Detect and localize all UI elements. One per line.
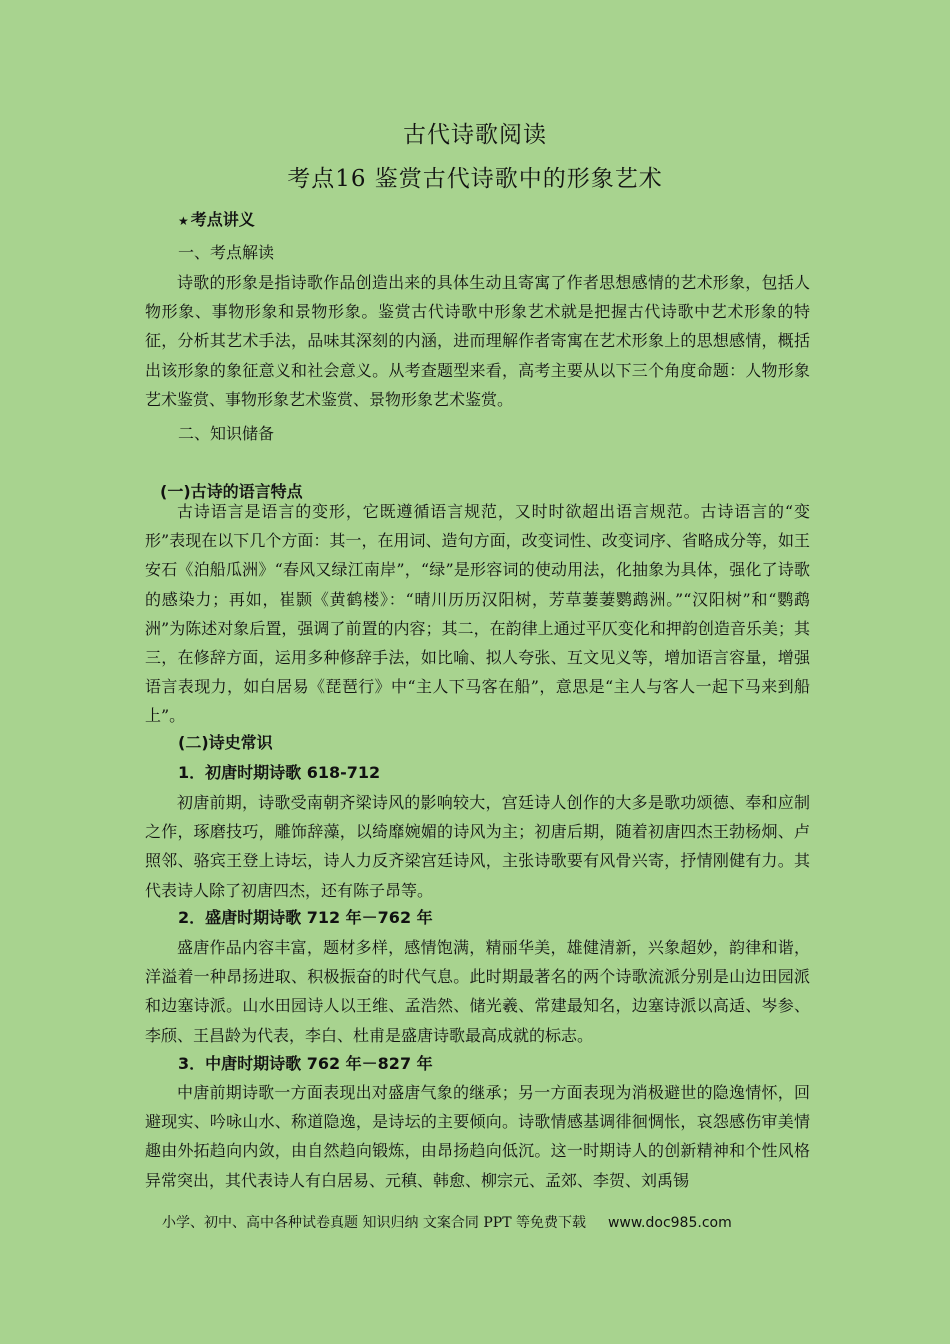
- section-heading: [178, 209, 255, 232]
- item2-body: 盛唐作品内容丰富，题材多样，感情饱满，精丽华美，雄健清新，兴象超妙，韵律和谐，洋溢着一种昂扬进取、积极振奋的时代气息。此时期最著名的两个诗歌流派分别是山边田园派和边塞诗派。山水田园诗人以王维、孟浩然、储光羲、常建最知名，边塞诗派以高适、岑参、李颀、王昌龄为代表，李白、杜甫是盛唐诗歌最高成就的标志。: [145, 938, 810, 1045]
- item3-heading: 3．中唐时期诗歌 762 年－827 年: [178, 1054, 433, 1073]
- item1-heading: 1．初唐时期诗歌 618-712: [178, 763, 381, 782]
- section-heading-label: 考点讲义: [190, 210, 255, 229]
- item1-body: 初唐前期，诗歌受南朝齐梁诗风的影响较大，宫廷诗人创作的大多是歌功颂德、奉和应制之作，琢磨技巧，雕饰辞藻，以绮靡婉媚的诗风为主；初唐后期，随着初唐四杰王勃杨炯、卢照邻、骆宾王登上诗坛，诗人力反齐梁宫廷诗风，主张诗歌要有风骨兴寄，抒情刚健有力。其代表诗人除了初唐四杰，还有陈子昂等。: [145, 793, 810, 900]
- sub1-body: 古诗语言是语言的变形，它既遵循语言规范，又时时欲超出语言规范。古诗语言的“变形”表现在以下几个方面：其一，在用词、造句方面，改变词性、改变词序、省略成分等，如王安石《泊船瓜洲》“春风又绿江南岸”，“绿”是形容词的使动用法，化抽象为具体，强化了诗歌的感染力；再如，崔颢《黄鹤楼》：“晴川历历汉阳树，芳草萋萋鹦鹉洲。”“汉阳树”和“鹦鹉洲”为陈述对象后置，强调了前置的内容；其二，在韵律上通过平仄变化和押韵创造音乐美；其三，在修辞方面，运用多种修辞手法，如比喻、拟人夸张、互文见义等，增加语言容量，增强语言表现力，如白居易《琵琶行》中“主人下马客在船”，意思是“主人与客人一起下马来到船上”。: [145, 502, 810, 726]
- item3-body: 中唐前期诗歌一方面表现出对盛唐气象的继承；另一方面表现为消极避世的隐逸情怀，回避现实、吟咏山水、称道隐逸，是诗坛的主要倾向。诗歌情感基调徘徊惆怅，哀怨感伤审美情趣由外拓趋向内敛，由自然趋向锻炼，由昂扬趋向低沉。这一时期诗人的创新精神和个性风格异常突出，其代表诗人有白居易、元稹、韩愈、柳宗元、孟郊、李贺、刘禹锡: [145, 1083, 810, 1190]
- sub1-heading: (一)古诗的语言特点: [160, 482, 303, 501]
- sub2-heading: (二)诗史常识: [178, 733, 273, 752]
- part2-heading: 二、知识储备: [178, 424, 275, 443]
- document-subtitle: 考点16 鉴赏古代诗歌中的形象艺术: [287, 166, 663, 192]
- footer-link[interactable]: www.doc985.com: [607, 1215, 732, 1231]
- star-icon: ★: [178, 214, 189, 228]
- document-title: 古代诗歌阅读: [403, 122, 547, 148]
- part1-heading: 一、考点解读: [178, 243, 275, 262]
- page-footer: [162, 1212, 732, 1232]
- footer-text: 小学、初中、高中各种试卷真题 知识归纳 文案合同 PPT 等免费下载: [162, 1215, 586, 1231]
- part1-body: 诗歌的形象是指诗歌作品创造出来的具体生动且寄寓了作者思想感情的艺术形象，包括人物形象、事物形象和景物形象。鉴赏古代诗歌中形象艺术就是把握古代诗歌中艺术形象的特征，分析其艺术手法，品味其深刻的内涵，进而理解作者寄寓在艺术形象上的思想感情，概括出该形象的象征意义和社会意义。从考查题型来看，高考主要从以下三个角度命题：人物形象艺术鉴赏、事物形象艺术鉴赏、景物形象艺术鉴赏。: [145, 273, 810, 409]
- item2-heading: 2．盛唐时期诗歌 712 年－762 年: [178, 908, 433, 927]
